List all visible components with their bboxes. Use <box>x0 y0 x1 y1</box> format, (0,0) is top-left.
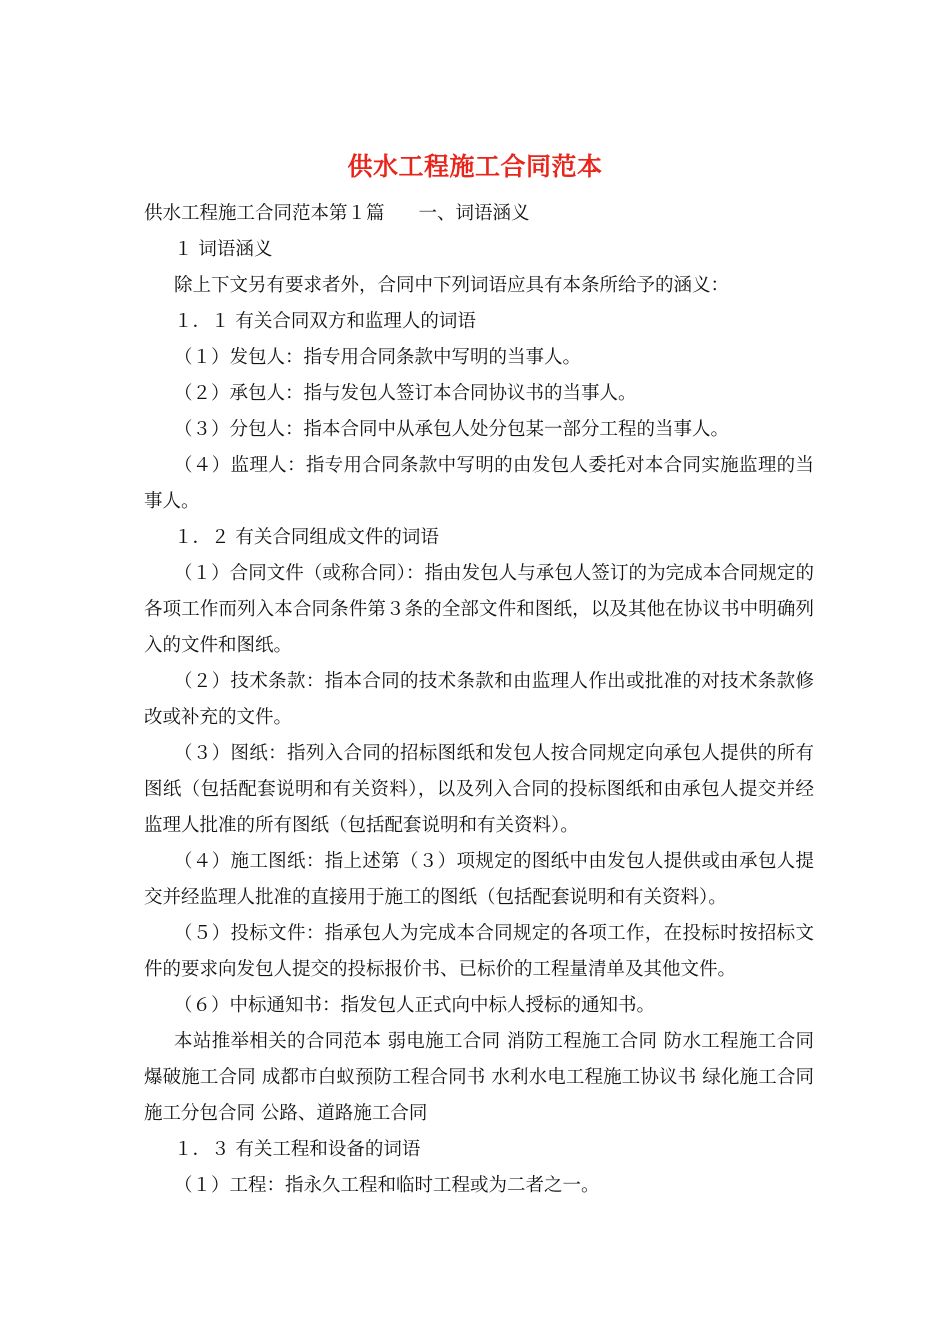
document-title: 供水工程施工合同范本 <box>347 152 603 181</box>
definition-item: （３）图纸：指列入合同的招标图纸和发包人按合同规定向承包人提供的所有图纸（包括配套说明和有关资料），以及列入合同的投标图纸和由承包人提交并经监理人批准的所有图纸（包括配套说明和有关资料）。 <box>144 743 814 836</box>
definition-item: （２）承包人：指与发包人签订本合同协议书的当事人。 <box>174 383 637 404</box>
definition-item: （２）技术条款：指本合同的技术条款和由监理人作出或批准的对技术条款修改或补充的文件。 <box>144 671 814 728</box>
document-body <box>144 196 814 1204</box>
subsection-heading: １．１ 有关合同双方和监理人的词语 <box>174 311 476 332</box>
definition-item: （４）施工图纸：指上述第（３）项规定的图纸中由发包人提供或由承包人提交并经监理人批准的直接用于施工的图纸（包括配套说明和有关资料）。 <box>144 851 814 908</box>
subsection-heading: １．２ 有关合同组成文件的词语 <box>174 527 439 548</box>
definition-item: （１）合同文件（或称合同）：指由发包人与承包人签订的为完成本合同规定的各项工作而列入本合同条件第３条的全部文件和图纸，以及其他在协议书中明确列入的文件和图纸。 <box>144 563 814 656</box>
definition-item: （５）投标文件：指承包人为完成本合同规定的各项工作，在投标时按招标文件的要求向发包人提交的投标报价书、已标价的工程量清单及其他文件。 <box>144 923 814 980</box>
subsection-heading: １．３ 有关工程和设备的词语 <box>174 1139 421 1160</box>
intro-prefix: 供水工程施工合同范本第１篇 <box>144 203 385 224</box>
recommendation-paragraph: 本站推举相关的合同范本 弱电施工合同 消防工程施工合同 防水工程施工合同 爆破施工合同 成都市白蚁预防工程合同书 水利水电工程施工协议书 绿化施工合同 施工分包合同 公路、道路施工合同 <box>144 1031 814 1124</box>
intro-heading: 一、词语涵义 <box>418 203 530 224</box>
definition-item: （１）工程：指永久工程和临时工程或为二者之一。 <box>174 1175 600 1196</box>
intro-line <box>144 196 814 232</box>
paragraph: 除上下文另有要求者外，合同中下列词语应具有本条所给予的涵义： <box>174 275 730 296</box>
definition-item: （４）监理人：指专用合同条款中写明的由发包人委托对本合同实施监理的当事人。 <box>144 455 814 512</box>
definition-item: （３）分包人：指本合同中从承包人处分包某一部分工程的当事人。 <box>174 419 730 440</box>
section-heading: １ 词语涵义 <box>174 239 273 260</box>
definition-item: （６）中标通知书：指发包人正式向中标人授标的通知书。 <box>174 995 656 1016</box>
definition-item: （１）发包人：指专用合同条款中写明的当事人。 <box>174 347 582 368</box>
